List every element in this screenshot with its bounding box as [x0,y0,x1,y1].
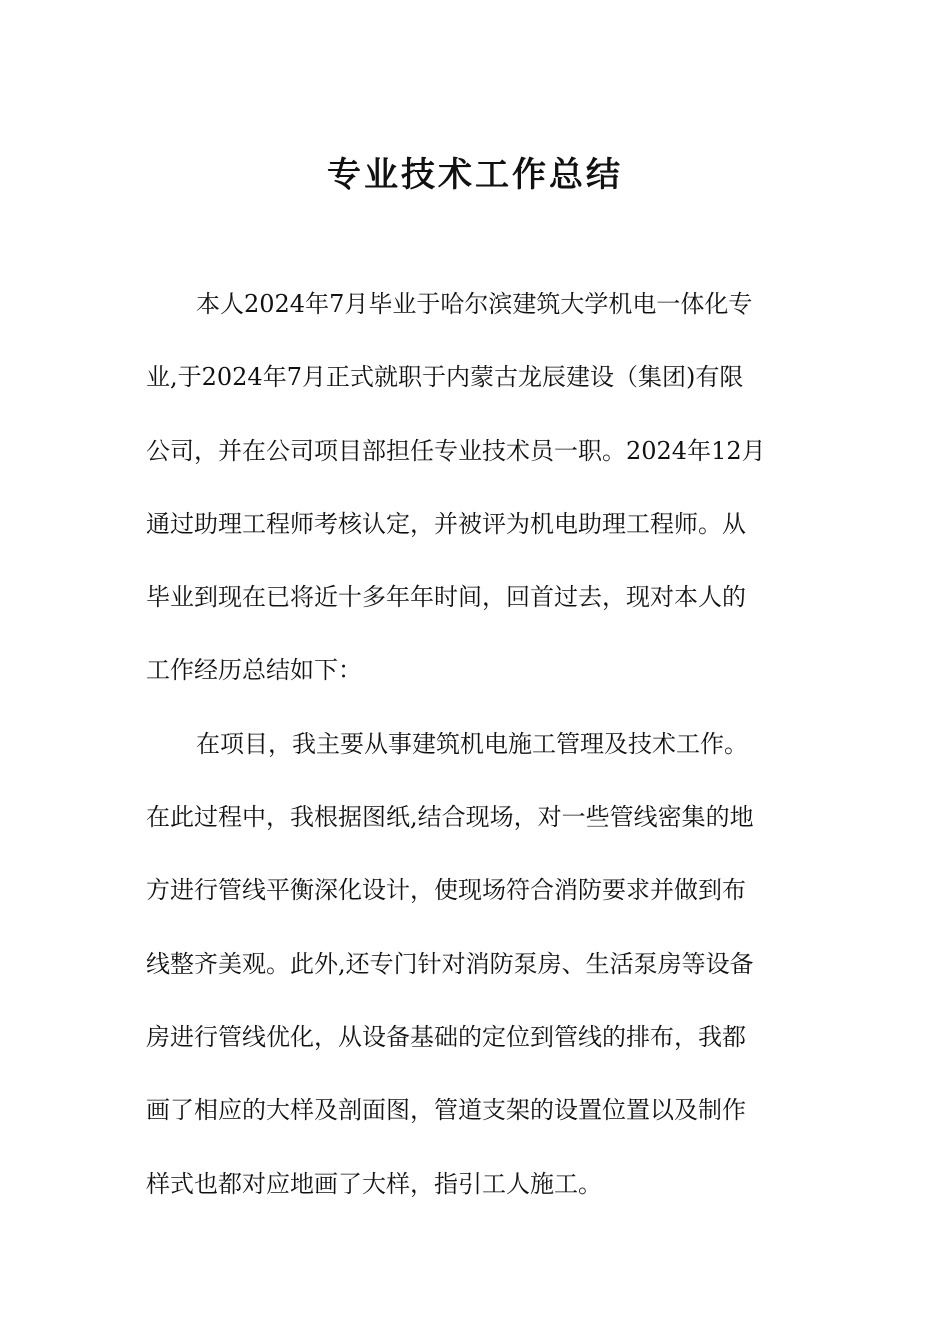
text-line: 在此过程中，我根据图纸,结合现场，对一些管线密集的地 [146,803,754,832]
text-line: 本人2024年7月毕业于哈尔滨建筑大学机电一体化专 [196,290,753,318]
text-line: 毕业到现在已将近十多年年时间，回首过去，现对本人的 [146,583,746,612]
document-body [146,268,796,1221]
paragraph-2 [146,708,796,1221]
text-line: 方进行管线平衡深化设计，使现场符合消防要求并做到布 [146,876,746,905]
text-line: 工作经历总结如下： [146,656,362,685]
page-title: 专业技术工作总结 [327,155,623,195]
paragraph-1 [146,268,796,708]
text-line: 样式也都对应地画了大样，指引工人施工。 [146,1169,602,1198]
text-line: 通过助理工程师考核认定，并被评为机电助理工程师。从 [146,509,746,538]
text-line: 在项目，我主要从事建筑机电施工管理及技术工作。 [196,729,748,758]
text-line: 业,于2024年7月正式就职于内蒙古龙辰建设（集团)有限 [146,363,744,392]
text-line: 线整齐美观。此外,还专门针对消防泵房、生活泵房等设备 [146,949,754,978]
text-line: 公司，并在公司项目部担任专业技术员一职。2024年12月 [146,436,766,465]
text-line: 房进行管线优化，从设备基础的定位到管线的排布，我都 [146,1022,746,1051]
text-line: 画了相应的大样及剖面图，管道支架的设置位置以及制作 [146,1096,746,1125]
